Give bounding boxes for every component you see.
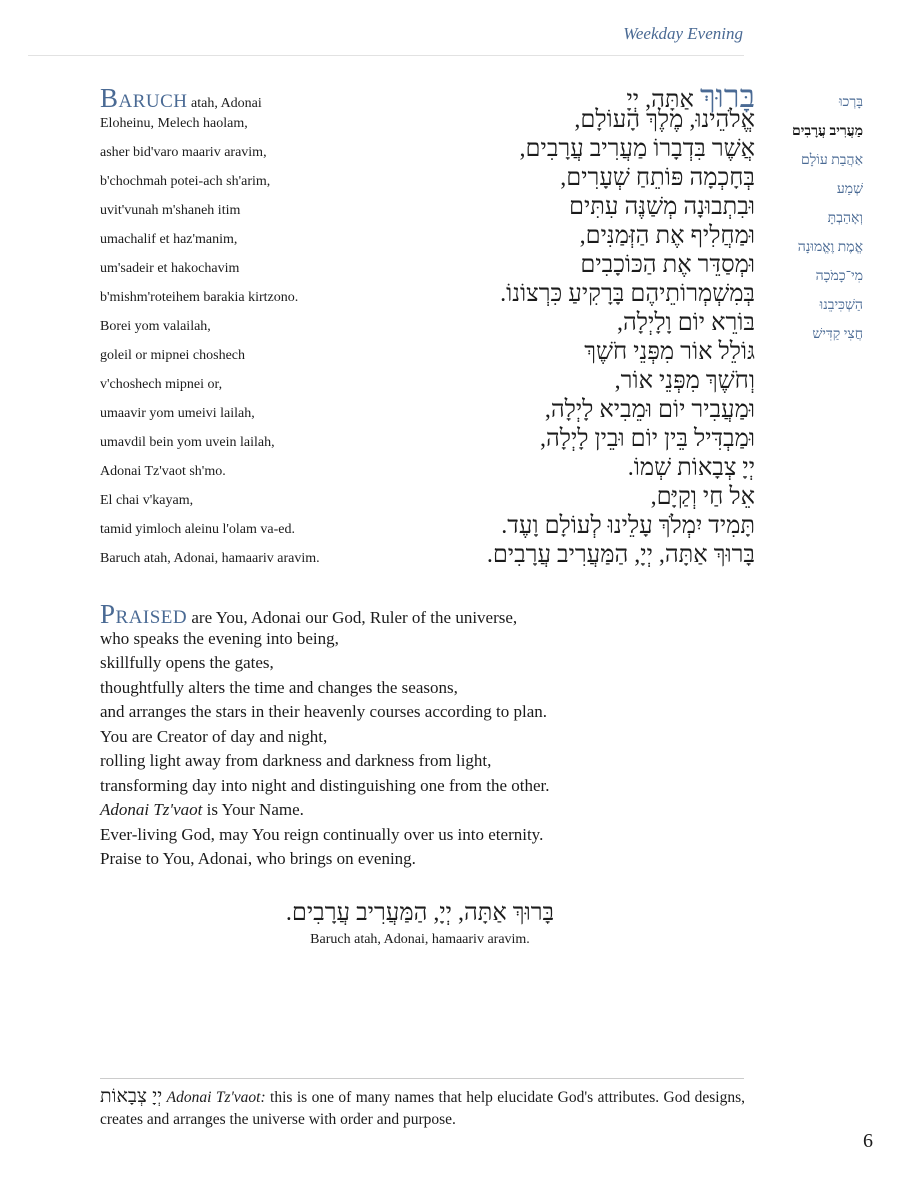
hebrew-line: וּמַעֲבִיר יוֹם וּמֵבִיא לָיְלָה, <box>544 397 755 423</box>
closing-transliteration: Baruch atah, Adonai, hamaariv aravim. <box>310 932 530 947</box>
prayer-line <box>100 136 755 165</box>
toc-item[interactable]: מִי־כָמֹכָה <box>815 269 863 284</box>
hebrew-line: וּמְסַדֵּר אֶת הַכּוֹכָבִים <box>580 252 755 278</box>
prayer-line <box>100 368 755 397</box>
transliteration-line: umaavir yom umeivi lailah, <box>100 406 255 421</box>
english-translation <box>100 599 750 872</box>
hebrew-line: אֱלֹהֵינוּ, מֶלֶךְ הָעוֹלָם, <box>574 107 755 133</box>
transliteration-line: umachalif et haz'manim, <box>100 232 238 247</box>
prayer-line <box>100 310 755 339</box>
hebrew-line: בְּחָכְמָה פּוֹתֵחַ שְׁעָרִים, <box>560 165 755 191</box>
translation-line: You are Creator of day and night, <box>100 726 328 746</box>
translation-line <box>100 599 750 629</box>
transliteration-line: Eloheinu, Melech haolam, <box>100 116 248 131</box>
transliteration-line: umavdil bein yom uvein lailah, <box>100 435 275 450</box>
hebrew-line: תָּמִיד יִמְלֹךְ עָלֵינוּ לְעוֹלָם וָעֶד. <box>501 513 755 539</box>
translation-line: Praise to You, Adonai, who brings on evening. <box>100 849 416 868</box>
prayer-block <box>100 78 755 571</box>
hebrew-rest: אַתָּה, יְיָ <box>626 87 694 113</box>
footnote-term: Adonai Tz'vaot: <box>166 1089 266 1106</box>
transliteration-line: b'mishm'roteihem barakia kirtzono. <box>100 290 299 305</box>
drop-cap-word: Praised <box>100 599 188 629</box>
transliteration-line: asher bid'varo maariv aravim, <box>100 145 267 160</box>
hebrew-line: וְחֹשֶׁךְ מִפְּנֵי אוֹר, <box>614 368 755 394</box>
transliteration-line: tamid yimloch aleinu l'olam va-ed. <box>100 522 295 537</box>
hebrew-line: וּבִתְבוּנָה מְשַׁנֶּה עִתִּים <box>569 194 755 220</box>
transliteration-line: v'choshech mipnei or, <box>100 377 223 392</box>
footnote-text: this is one of many names that help elucidate God's attributes. God designs, creates and arranges the universe with order and purpose. <box>100 1089 745 1128</box>
page-number: 6 <box>863 1130 873 1152</box>
translation-rest: are You, Adonai our God, Ruler of the universe, <box>187 608 518 627</box>
toc-item[interactable]: בָּרְכוּ <box>838 95 863 110</box>
translation-line <box>100 798 750 823</box>
hebrew-drop-word: בָּרוּךְ <box>699 78 755 114</box>
toc-item[interactable]: וְאָהַבְתָּ <box>827 211 863 226</box>
hebrew-line: אֲשֶׁר בִּדְבָרוֹ מַעֲרִיב עֲרָבִים, <box>519 136 755 162</box>
toc-item[interactable]: חֲצִי קַדִּישׁ <box>812 327 863 342</box>
transliteration-line: goleil or mipnei choshech <box>100 348 246 363</box>
prayer-line <box>100 194 755 223</box>
prayer-line <box>100 426 755 455</box>
translation-line: who speaks the evening into being, <box>100 628 339 648</box>
running-head: Weekday Evening <box>623 24 743 43</box>
translation-line: Ever-living God, may You reign continually over us into eternity. <box>100 824 544 844</box>
hebrew-line: בְּמִשְׁמְרוֹתֵיהֶם בָּרָקִיעַ כִּרְצוֹנוֹ. <box>500 281 755 307</box>
closing-hebrew: בָּרוּךְ אַתָּה, יְיָ, הַמַּעֲרִיב עֲרָבִים. <box>285 900 555 926</box>
prayer-line <box>100 223 755 252</box>
prayer-line <box>100 165 755 194</box>
transliteration-line <box>100 83 262 114</box>
translation-line: rolling light away from darkness and darkness from light, <box>100 751 492 770</box>
prayer-line <box>100 542 755 571</box>
prayer-line <box>100 484 755 513</box>
hebrew-line: וּמַחֲלִיף אֶת הַזְּמַנִּים, <box>579 223 755 249</box>
transliteration-line: Baruch atah, Adonai, hamaariv aravim. <box>100 551 320 566</box>
closing-blessing <box>150 896 690 950</box>
prayer-line <box>100 455 755 484</box>
drop-cap-word: Baruch <box>100 83 188 113</box>
prayer-line <box>100 513 755 542</box>
translation-line: skillfully opens the gates, <box>100 653 274 672</box>
transliteration-line: Borei yom valailah, <box>100 319 211 334</box>
hebrew-line: בָּרוּךְ אַתָּה, יְיָ, הַמַּעֲרִיב עֲרָבִים. <box>486 542 755 568</box>
transliteration-line: Adonai Tz'vaot sh'mo. <box>100 464 226 479</box>
transliteration-line: uvit'vunah m'shaneh itim <box>100 203 241 218</box>
transliteration-rest: atah, Adonai <box>187 96 262 111</box>
hebrew-line: אֵל חַי וְקַיָּם, <box>650 484 755 510</box>
footnote-divider <box>100 1078 744 1079</box>
toc-item[interactable]: אַהֲבַת עוֹלָם <box>800 153 863 168</box>
translation-line: transforming day into night and distinguishing one from the other. <box>100 775 550 795</box>
transliteration-line: b'chochmah potei-ach sh'arim, <box>100 174 271 189</box>
hebrew-line: יְיָ צְבָאוֹת שְׁמוֹ. <box>627 455 755 481</box>
toc-item[interactable]: שְׁמַע <box>836 182 863 197</box>
toc-item[interactable]: הַשְׁכִּיבֵנוּ <box>819 298 863 313</box>
prayer-line <box>100 397 755 426</box>
toc-item[interactable]: אֱמֶת וֶאֱמוּנָה <box>797 240 863 255</box>
footnote <box>100 1086 745 1131</box>
translation-rest: is Your Name. <box>202 800 304 819</box>
prayer-line <box>100 339 755 368</box>
transliteration-line: um'sadeir et hakochavim <box>100 261 240 276</box>
translation-line: thoughtfully alters the time and changes the seasons, <box>100 677 458 697</box>
hebrew-line: בּוֹרֵא יוֹם וָלָיְלָה, <box>617 310 755 336</box>
prayer-line <box>100 281 755 310</box>
translation-line: and arranges the stars in their heavenly courses according to plan. <box>100 702 548 721</box>
prayer-line <box>100 252 755 281</box>
header-divider <box>28 55 744 56</box>
hebrew-line: וּמַבְדִּיל בֵּין יוֹם וּבֵין לָיְלָה, <box>539 426 755 452</box>
transliteration-line: El chai v'kayam, <box>100 493 194 508</box>
toc-item[interactable]: מַעֲרִיב עֲרָבִים <box>792 124 863 139</box>
footnote-hebrew: יְיָ צְבָאוֹת <box>100 1086 163 1107</box>
hebrew-line: גּוֹלֵל אוֹר מִפְּנֵי חֹשֶׁךְ <box>584 339 755 365</box>
prayer-line <box>100 78 755 114</box>
divine-name: Adonai Tz'vaot <box>100 800 203 819</box>
